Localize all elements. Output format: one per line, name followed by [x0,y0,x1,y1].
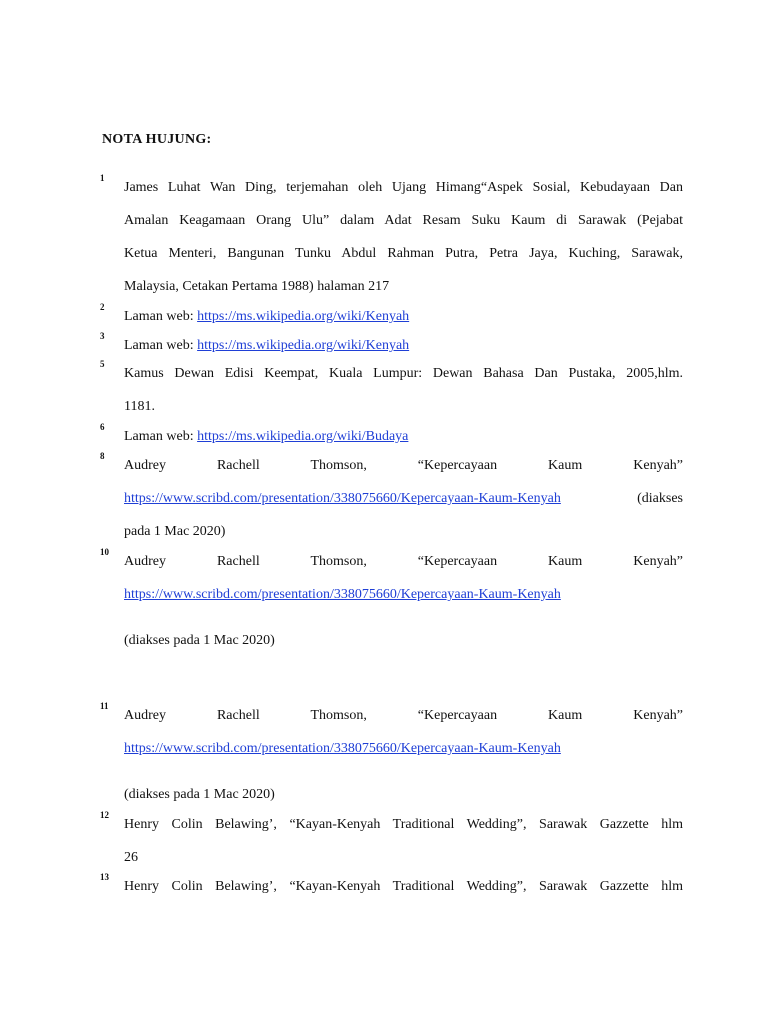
endnote-number: 2 [100,302,105,312]
endnote-text-line: Amalan Keagamaan Orang Ulu” dalam Adat Resam Suku Kaum di Sarawak (Pejabat [124,213,683,228]
endnote-number: 5 [100,359,105,369]
endnote-text-line: 1181. [124,399,155,414]
endnote-text-line: (diakses pada 1 Mac 2020) [124,633,275,648]
endnote-prefix: Laman web: [124,429,198,444]
endnote-number: 6 [100,422,105,432]
endnote-prefix: Laman web: [124,338,198,353]
endnote-text-line: Ketua Menteri, Bangunan Tunku Abdul Rahman Putra, Petra Jaya, Kuching, Sarawak, [124,246,683,261]
endnote-link[interactable]: https://ms.wikipedia.org/wiki/Kenyah [197,309,410,324]
endnote-text-line: Malaysia, Cetakan Pertama 1988) halaman 217 [124,279,390,294]
endnote-text-line: Audrey Rachell Thomson, “Kepercayaan Kaum Kenyah” [124,554,683,569]
endnote-link[interactable]: https://www.scribd.com/presentation/338075660/Kepercayaan-Kaum-Kenyah [124,741,561,756]
endnote-number: 1 [100,173,105,183]
endnote-prefix: Laman web: [124,309,198,324]
endnote-number: 8 [100,451,105,461]
endnote-link[interactable]: https://www.scribd.com/presentation/338075660/Kepercayaan-Kaum-Kenyah [124,587,561,602]
endnote-text-line: Henry Colin Belawing’, “Kayan-Kenyah Traditional Wedding”, Sarawak Gazzette hlm [124,879,683,894]
endnote-text-line: pada 1 Mac 2020) [124,524,226,539]
endnote-suffix: (diakses [637,491,683,506]
endnote-text-line [124,427,683,447]
endnote-text-line: Audrey Rachell Thomson, “Kepercayaan Kaum Kenyah” [124,458,683,473]
endnote-text-line [124,585,683,605]
endnote-number: 3 [100,331,105,341]
endnote-number: 12 [100,810,109,820]
endnote-text-line [124,739,683,759]
endnote-link[interactable]: https://ms.wikipedia.org/wiki/Budaya [197,429,409,444]
endnote-link[interactable]: https://www.scribd.com/presentation/338075660/Kepercayaan-Kaum-Kenyah [124,491,561,506]
endnote-number: 13 [100,872,109,882]
endnote-text-line: 26 [124,850,138,865]
endnote-text-line [124,489,683,509]
page-heading: NOTA HUJUNG: [102,132,212,147]
endnote-text-line [124,307,683,327]
endnote-number: 11 [100,701,109,711]
endnote-text-line: Henry Colin Belawing’, “Kayan-Kenyah Traditional Wedding”, Sarawak Gazzette hlm [124,817,683,832]
endnote-text-line: Kamus Dewan Edisi Keempat, Kuala Lumpur: Dewan Bahasa Dan Pustaka, 2005,hlm. [124,366,683,381]
endnote-number: 10 [100,547,109,557]
endnote-text-line: Audrey Rachell Thomson, “Kepercayaan Kaum Kenyah” [124,708,683,723]
endnote-text-line [124,336,683,356]
endnote-link[interactable]: https://ms.wikipedia.org/wiki/Kenyah [197,338,410,353]
endnote-text-line: James Luhat Wan Ding, terjemahan oleh Ujang Himang“Aspek Sosial, Kebudayaan Dan [124,180,683,195]
endnote-text-line: (diakses pada 1 Mac 2020) [124,787,275,802]
